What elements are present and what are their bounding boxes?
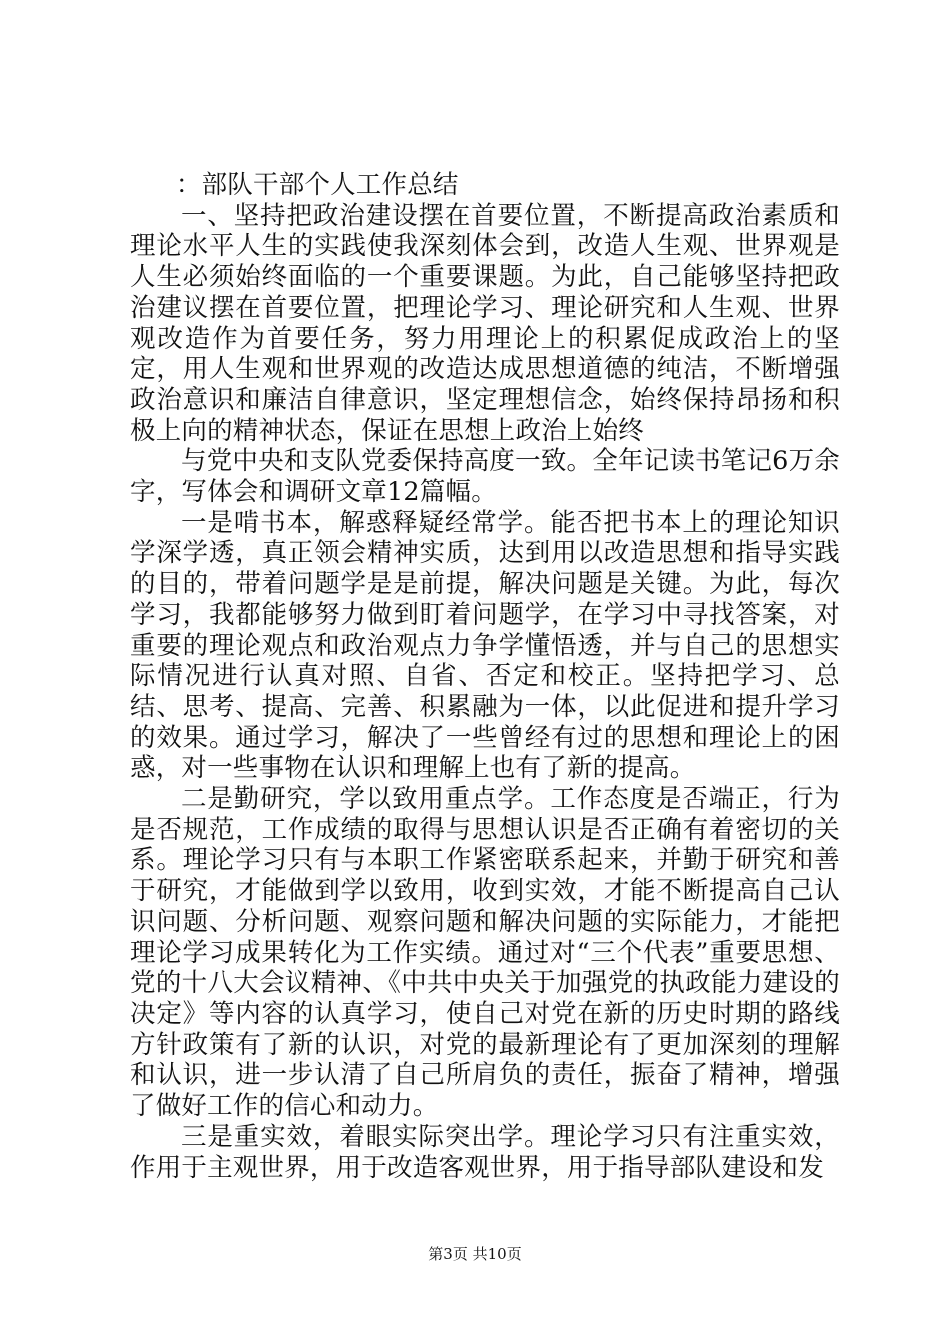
- document-body: [130, 170, 840, 1183]
- paragraph-4: 二是勤研究，学以致用重点学。工作态度是否端正，行为是否规范，工作成绩的取得与思想认识是否正确有着密切的关系。理论学习只有与本职工作紧密联系起来，并勤于研究和善于研究，才能做到学以致用，收到实效，才能不断提高自己认识问题、分析问题、观察问题和解决问题的实际能力，才能把理论学习成果转化为工作实绩。通过对“三个代表”重要思想、党的十八大会议精神、《中共中央关于加强党的执政能力建设的决定》等内容的认真学习，使自己对党在新的历史时期的路线方针政策有了新的认识，对党的最新理论有了更加深刻的理解和认识，进一步认清了自己所肩负的责任，振奋了精神，增强了做好工作的信心和动力。: [130, 784, 840, 1122]
- paragraph-3: 一是啃书本，解惑释疑经常学。能否把书本上的理论知识学深学透，真正领会精神实质，达到用以改造思想和指导实践的目的，带着问题学是是前提，解决问题是关键。为此，每次学习，我都能够努力做到盯着问题学，在学习中寻找答案，对重要的理论观点和政治观点力争学懂悟透，并与自己的思想实际情况进行认真对照、自省、否定和校正。坚持把学习、总结、思考、提高、完善、积累融为一体，以此促进和提升学习的效果。通过学习，解决了一些曾经有过的思想和理论上的困惑，对一些事物在认识和理解上也有了新的提高。: [130, 507, 840, 784]
- paragraph-1: 一、坚持把政治建设摆在首要位置，不断提高政治素质和理论水平人生的实践使我深刻体会到，改造人生观、世界观是人生必须始终面临的一个重要课题。为此，自己能够坚持把政治建议摆在首要位置，把理论学习、理论研究和人生观、世界观改造作为首要任务，努力用理论上的积累促成政治上的坚定，用人生观和世界观的改造达成思想道德的纯洁，不断增强政治意识和廉洁自律意识，坚定理想信念，始终保持昂扬和积极上向的精神状态，保证在思想上政治上始终: [130, 200, 840, 446]
- paragraph-2: 与党中央和支队党委保持高度一致。全年记读书笔记6万余字，写体会和调研文章12篇幅。: [130, 446, 840, 508]
- paragraph-5: 三是重实效，着眼实际突出学。理论学习只有注重实效，作用于主观世界，用于改造客观世界，用于指导部队建设和发: [130, 1121, 840, 1183]
- document-title: ：部队干部个人工作总结: [175, 170, 459, 200]
- page-footer: [0, 1243, 950, 1264]
- page-number-label: 第3页 共10页: [428, 1245, 522, 1263]
